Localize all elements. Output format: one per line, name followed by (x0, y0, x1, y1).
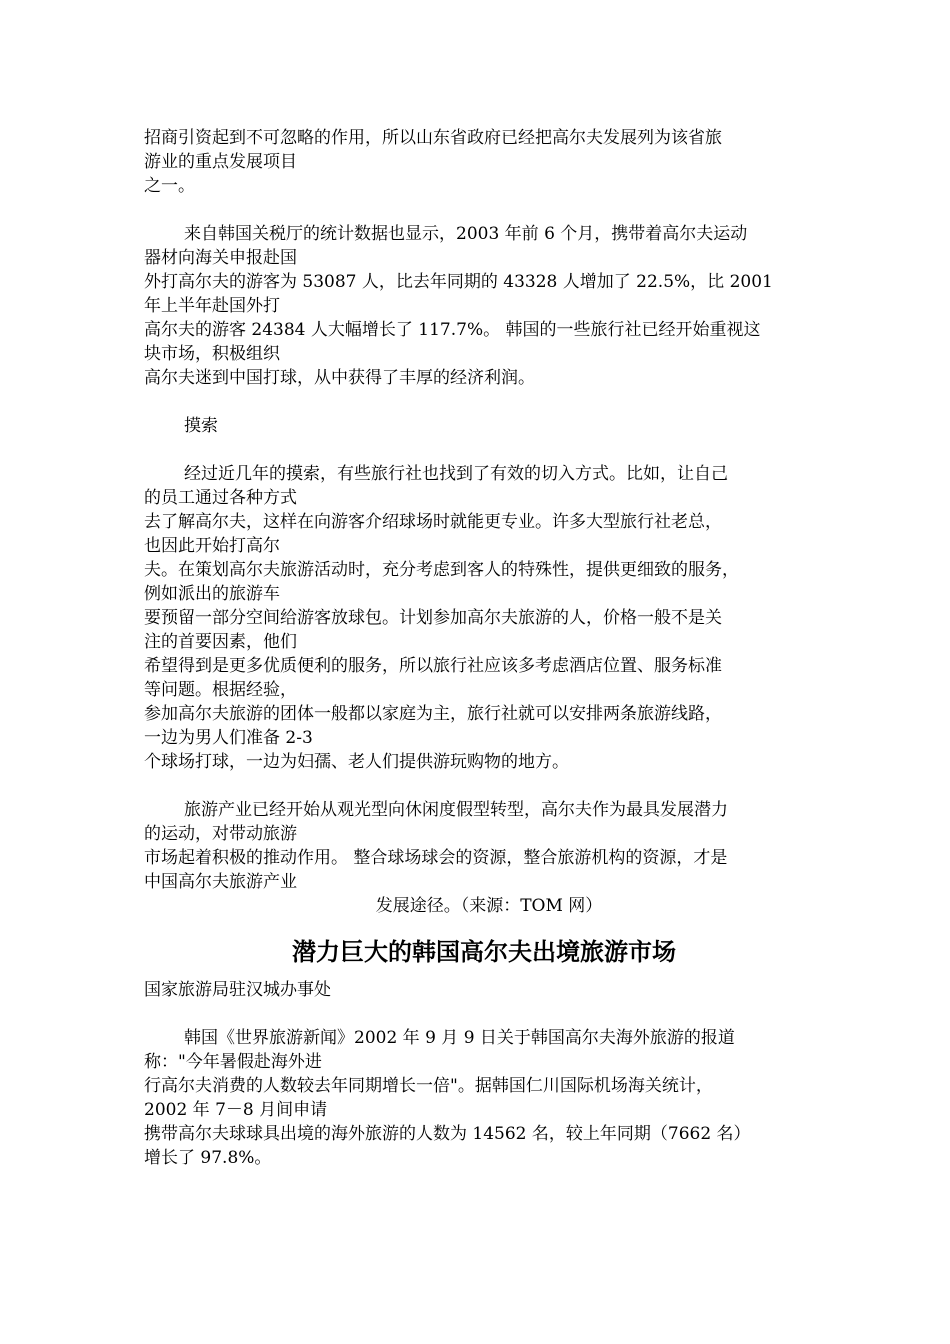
text-line: 之一。 (144, 176, 195, 196)
author-line: 国家旅游局驻汉城办事处 (144, 980, 331, 1000)
text-line: 个球场打球，一边为妇孺、老人们提供游玩购物的地方。 (144, 752, 569, 772)
article-title: 潜力巨大的韩国高尔夫出境旅游市场 (292, 938, 676, 966)
paragraph-1 (144, 126, 814, 198)
text-line: 年上半年赴国外打 (144, 296, 280, 316)
text-line: 例如派出的旅游车 (144, 584, 280, 604)
paragraph-3 (144, 462, 814, 774)
text-line: 中国高尔夫旅游产业 (144, 872, 297, 892)
text-line: 游业的重点发展项目 (144, 152, 297, 172)
text-line: 块市场，积极组织 (144, 344, 280, 364)
text-line: 旅游产业已经开始从观光型向休闲度假型转型，高尔夫作为最具发展潜力 (184, 800, 728, 820)
text-line: 的员工通过各种方式 (144, 488, 297, 508)
text-line: 一边为男人们准备 2-3 (144, 728, 313, 748)
paragraph-4 (144, 798, 814, 918)
text-line: 招商引资起到不可忽略的作用，所以山东省政府已经把高尔夫发展列为该省旅 (144, 128, 722, 148)
document-page (144, 126, 814, 1170)
text-line: 高尔夫迷到中国打球，从中获得了丰厚的经济利润。 (144, 368, 535, 388)
paragraph-2 (144, 222, 814, 390)
text-line: 等问题。根据经验， (144, 680, 297, 700)
text-line: 去了解高尔夫，这样在向游客介绍球场时就能更专业。许多大型旅行社老总， (144, 512, 722, 532)
section-label: 摸索 (184, 416, 218, 436)
text-line: 的运动，对带动旅游 (144, 824, 297, 844)
text-line: 来自韩国关税厅的统计数据也显示，2003 年前 6 个月，携带着高尔夫运动 (184, 224, 748, 244)
text-line: 器材向海关申报赴国 (144, 248, 297, 268)
text-line: 行高尔夫消费的人数较去年同期增长一倍"。据韩国仁川国际机场海关统计， (144, 1076, 713, 1096)
text-line: 希望得到是更多优质便利的服务，所以旅行社应该多考虑酒店位置、服务标准 (144, 656, 722, 676)
text-line: 市场起着积极的推动作用。 整合球场球会的资源，整合旅游机构的资源，才是 (144, 848, 728, 868)
text-line: 也因此开始打高尔 (144, 536, 280, 556)
text-line: 称："今年暑假赴海外进 (144, 1052, 322, 1072)
text-line: 夫。在策划高尔夫旅游活动时，充分考虑到客人的特殊性，提供更细致的服务， (144, 560, 739, 580)
source-line: 发展途径。（来源：TOM 网） (375, 896, 603, 916)
text-line: 要预留一部分空间给游客放球包。计划参加高尔夫旅游的人，价格一般不是关 (144, 608, 722, 628)
paragraph-5 (144, 1026, 814, 1170)
text-line: 韩国《世界旅游新闻》2002 年 9 月 9 日关于韩国高尔夫海外旅游的报道 (184, 1028, 735, 1048)
text-line: 注的首要因素，他们 (144, 632, 297, 652)
text-line: 经过近几年的摸索，有些旅行社也找到了有效的切入方式。比如，让自己 (184, 464, 728, 484)
text-line: 外打高尔夫的游客为 53087 人，比去年同期的 43328 人增加了 22.5%，比 2001 (144, 272, 773, 292)
text-line: 高尔夫的游客 24384 人大幅增长了 117.7%。 韩国的一些旅行社已经开始重视这 (144, 320, 761, 340)
text-line: 参加高尔夫旅游的团体一般都以家庭为主，旅行社就可以安排两条旅游线路， (144, 704, 722, 724)
text-line: 增长了 97.8%。 (144, 1148, 272, 1168)
text-line: 携带高尔夫球球具出境的海外旅游的人数为 14562 名，较上年同期（7662 名） (144, 1124, 751, 1144)
text-line: 2002 年 7－8 月间申请 (144, 1100, 328, 1120)
